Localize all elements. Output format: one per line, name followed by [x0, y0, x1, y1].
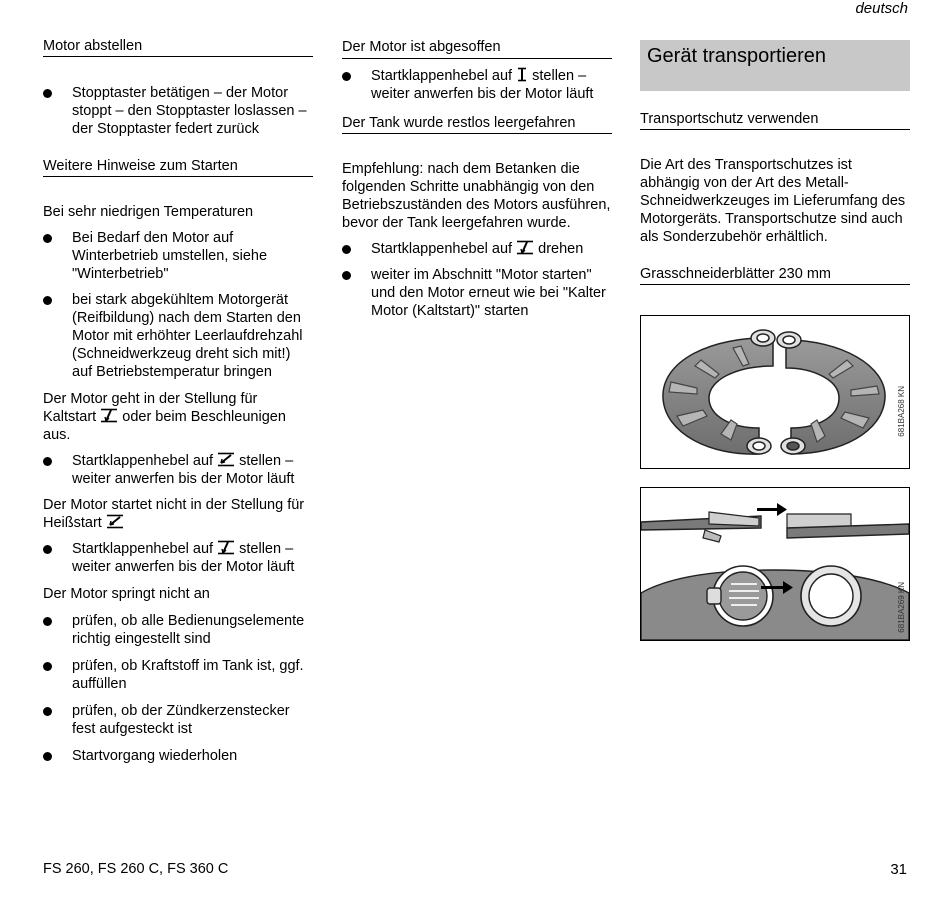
language-label: deutsch [855, 0, 908, 17]
bullet-icon [43, 752, 52, 761]
list-item: prüfen, ob alle Bedienungselemente richtig eingestellt sind [43, 612, 313, 648]
heading-heissstart: Der Motor startet nicht in der Stellung für Heißstart [43, 497, 305, 531]
footer-models: FS 260, FS 260 C, FS 360 C [43, 861, 229, 877]
bullet-icon [43, 89, 52, 98]
heading-geht-aus: Der Motor geht in der Stellung für Kaltstart oder beim Beschleunigen aus. [43, 391, 286, 443]
list-item: Startklappenhebel auf stellen – weiter anwerfen bis der Motor läuft [43, 540, 313, 576]
heading-abgesoffen: Der Motor ist abgesoffen [342, 38, 612, 59]
heading-tank-leer: Der Tank wurde restlos leergefahren [342, 115, 612, 134]
kaltstart-symbol-icon [516, 240, 534, 255]
list-item: Stopptaster betätigen – der Motor stoppt – den Stopptaster loslassen – der Stopptaster federt zurück [43, 84, 313, 138]
bullet-icon [43, 457, 52, 466]
bullet-icon [43, 617, 52, 626]
bullet-list [342, 67, 612, 103]
tank-recommendation-text: Empfehlung: nach dem Betanken die folgenden Schritte unabhängig von den Betriebszuständen des Motors ausführen, bevor der Tank leergefahren wurde. [342, 161, 611, 231]
bullet-icon [43, 662, 52, 671]
bullet-icon [342, 245, 351, 254]
heading-motor-abstellen: Motor abstellen [43, 38, 313, 57]
list-item: bei stark abgekühltem Motorgerät (Reifbildung) nach dem Starten den Motor mit erhöhter Leerlaufdrehzahl (Schneidwerkzeug dreht sich mit!) auf Betriebstemperatur bringen [43, 291, 313, 381]
transportschutz-text: Die Art des Transportschutzes ist abhängig von der Art des Metall-Schneidwerkzeuges im Lieferumfang des Motorgeräts. Transportschutze sind auch als Sonderzubehör erhältlich. [640, 157, 906, 245]
bullet-icon [342, 72, 351, 81]
bullet-list [43, 612, 313, 765]
section-title-transport: Gerät transportieren [640, 40, 910, 91]
page-number: 31 [890, 861, 907, 878]
betrieb-symbol-icon [516, 67, 528, 82]
heading-springt-nicht-an: Der Motor springt nicht an [43, 586, 210, 602]
list-item: prüfen, ob Kraftstoff im Tank ist, ggf. auffüllen [43, 657, 313, 693]
list-item: Startklappenhebel auf stellen – weiter anwerfen bis der Motor läuft [342, 67, 612, 103]
kaltstart-symbol-icon [100, 408, 118, 423]
list-item: weiter im Abschnitt "Motor starten" und den Motor erneut wie bei "Kalter Motor (Kaltstart)" starten [342, 266, 612, 320]
column-right [640, 38, 910, 641]
bullet-icon [43, 234, 52, 243]
bullet-icon [43, 545, 52, 554]
column-middle [342, 38, 612, 320]
bullet-list [43, 540, 313, 576]
figure-transport-guard-mounting [640, 487, 910, 641]
heading-transportschutz: Transportschutz verwenden [640, 111, 910, 130]
bullet-list [43, 84, 313, 138]
list-item: Startklappenhebel auf drehen [342, 240, 612, 258]
bullet-icon [342, 271, 351, 280]
bullet-icon [43, 707, 52, 716]
column-left [43, 38, 313, 765]
figure-code: 681BA269 KN [897, 582, 906, 633]
heading-weitere-hinweise: Weitere Hinweise zum Starten [43, 158, 313, 177]
list-item: prüfen, ob der Zündkerzenstecker fest aufgesteckt ist [43, 702, 313, 738]
bullet-list [342, 240, 612, 320]
list-item: Startklappenhebel auf stellen – weiter anwerfen bis der Motor läuft [43, 452, 313, 488]
heading-grasschneider: Grasschneiderblätter 230 mm [640, 266, 910, 285]
heissstart-symbol-icon [106, 514, 124, 529]
kaltstart-symbol-icon [217, 540, 235, 555]
bullet-list [43, 229, 313, 381]
warmstart-symbol-icon [217, 452, 235, 467]
guard-mounting-illustration [641, 488, 909, 640]
heading-niedrige-temperaturen: Bei sehr niedrigen Temperaturen [43, 204, 254, 220]
transport-guard-illustration [641, 316, 909, 468]
figure-transport-guard [640, 315, 910, 469]
list-item: Bei Bedarf den Motor auf Winterbetrieb umstellen, siehe "Winterbetrieb" [43, 229, 313, 283]
figure-code: 681BA268 KN [897, 386, 906, 437]
list-item: Startvorgang wiederholen [43, 747, 313, 765]
bullet-list [43, 452, 313, 488]
bullet-icon [43, 296, 52, 305]
